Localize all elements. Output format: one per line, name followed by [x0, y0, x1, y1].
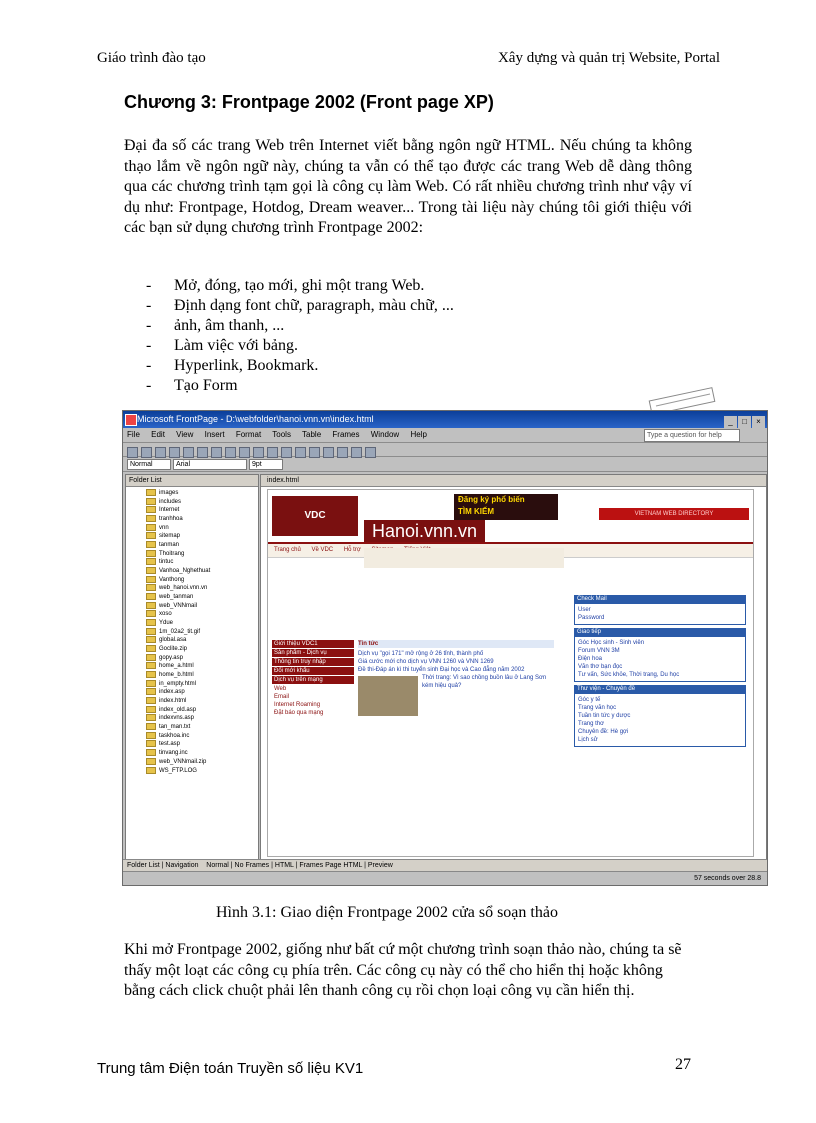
second-paragraph: Khi mở Frontpage 2002, giống như bất cứ một chương trình soạn thảo nào, chúng ta sẽ thấy một loạt các công cụ phía trên. Các công cụ này có thể cho hiển thị hoặc không bằng cách click chuột phải lên thanh công cụ rồi chọn loại công vụ cần hiển thị. [124, 941, 682, 999]
left-menu-item[interactable]: Internet Roaming [274, 702, 321, 708]
folder-tree-item[interactable]: home_b.html [146, 671, 258, 680]
directory-banner[interactable]: VIETNAM WEB DIRECTORY [599, 508, 749, 520]
list-item[interactable]: Chuyên đề: Hè gợi [578, 729, 629, 735]
list-item: - Hyperlink, Bookmark. [146, 356, 454, 376]
header-right: Xây dựng và quản trị Website, Portal [497, 50, 720, 66]
news-item[interactable]: Dịch vụ "gọi 171" mở rộng ở 26 tỉnh, thành phố [358, 651, 484, 657]
status-bar [123, 871, 767, 885]
watermark-stamp-icon [648, 384, 718, 412]
nav-support[interactable]: Hỗ trợ [343, 547, 361, 553]
folder-tree-item[interactable]: vnn [146, 524, 258, 533]
font-select[interactable]: Arial [173, 459, 247, 470]
folder-tree-item[interactable]: web_VNNmail.zip [146, 758, 258, 767]
menu-view[interactable]: View [176, 430, 194, 439]
nav-home[interactable]: Trang chủ [274, 547, 301, 553]
header-left: Giáo trình đào tạo [97, 50, 206, 66]
style-select[interactable]: Normal [127, 459, 171, 470]
folder-tree-item[interactable]: index_old.asp [146, 706, 258, 715]
news-item[interactable]: Giá cước mới cho dịch vụ VNN 1260 và VNN 1269 [358, 659, 494, 665]
figure-caption: Hình 3.1: Giao diện Frontpage 2002 cửa sổ soạn thảo [216, 904, 558, 921]
list-item[interactable]: Tư vấn, Sức khỏe, Thời trang, Du học [578, 672, 680, 678]
menu-tools[interactable]: Tools [272, 430, 291, 439]
tab-navigation[interactable]: Navigation [165, 862, 199, 869]
folder-tree-item[interactable]: sitemap [146, 532, 258, 541]
folder-tree-item[interactable]: tan_man.txt [146, 723, 258, 732]
folder-tree-item[interactable]: Thoitrang [146, 550, 258, 559]
panel-title: Folder List [126, 475, 258, 487]
size-select[interactable]: 9pt [249, 459, 283, 470]
folder-tree-item[interactable]: tintuc [146, 558, 258, 567]
folder-tree-item[interactable]: taskhoa.inc [146, 732, 258, 741]
folder-tree-item[interactable]: in_empty.html [146, 680, 258, 689]
folder-tree-item[interactable]: WS_FTP.LOG [146, 767, 258, 776]
menu-window[interactable]: Window [370, 430, 400, 439]
folder-tree-item[interactable]: gopy.asp [146, 654, 258, 663]
tab-index-html[interactable]: index.html [261, 475, 766, 487]
tab-normal[interactable]: Normal [206, 862, 229, 869]
folder-list-panel [125, 474, 259, 860]
folder-tree-item[interactable]: Vanthong [146, 576, 258, 585]
folder-tree-item[interactable]: images [146, 489, 258, 498]
tab-no-frames[interactable]: No Frames [234, 862, 270, 869]
help-search-input[interactable]: Type a question for help [644, 429, 740, 442]
right-section-title: Giao tiếp [574, 628, 746, 636]
site-domain: Hanoi.vnn.vn [364, 520, 485, 542]
folder-tree-item[interactable]: Internet [146, 506, 258, 515]
list-item[interactable]: Password [578, 615, 605, 621]
left-menu-item[interactable]: Đặt báo qua mạng [274, 710, 324, 716]
right-section-body [574, 693, 746, 747]
list-item[interactable]: Góc y tế [578, 697, 601, 703]
tab-html[interactable]: HTML [274, 862, 294, 869]
menu-help[interactable]: Help [410, 430, 427, 439]
news-photo [358, 676, 418, 716]
list-item: - Tạo Form [146, 376, 454, 396]
app-icon [125, 414, 137, 426]
left-menu-item[interactable]: Thông tin truy nhập [272, 658, 354, 666]
folder-tree-item[interactable]: web_hanoi.vnn.vn [146, 584, 258, 593]
page-number: 27 [675, 1056, 691, 1073]
window-title: Microsoft FrontPage - D:\webfolder\hanoi.vnn.vn\index.html [137, 414, 374, 424]
list-item[interactable]: Trang thơ [578, 721, 605, 727]
view-tabs-bar: Folder List | Navigation Normal | No Frames | HTML | Frames Page HTML | Preview [123, 859, 768, 872]
tab-preview[interactable]: Preview [367, 862, 393, 869]
folder-tree-item[interactable]: Goclite.zip [146, 645, 258, 654]
menu-frames[interactable]: Frames [332, 430, 360, 439]
list-item[interactable]: Forum VNN 3M [578, 648, 620, 654]
tab-folder-list[interactable]: Folder List [127, 862, 160, 869]
menu-file[interactable]: File [127, 430, 140, 439]
left-menu-item[interactable]: Web [274, 686, 287, 692]
right-section-title: Thư viện - Chuyên đề [574, 685, 746, 693]
left-menu-item[interactable]: Sản phẩm - Dịch vụ [272, 649, 354, 657]
left-menu-item[interactable]: Giới thiệu VDC1 [272, 640, 354, 648]
menu-table[interactable]: Table [302, 430, 322, 439]
folder-tree-item[interactable]: Vanhoa_Nghethuat [146, 567, 258, 576]
news-item[interactable]: Thời trang: Vì sao chồng buồn lâu ở Lang Sơn kém hiệu quả? [422, 675, 547, 689]
news-title: Tin tức [358, 640, 554, 648]
left-menu-item[interactable]: Email [274, 694, 290, 700]
folder-tree-item[interactable]: Ydue [146, 619, 258, 628]
folder-tree-item[interactable]: web_VNNmail [146, 602, 258, 611]
folder-tree-item[interactable]: web_tanman [146, 593, 258, 602]
folder-tree-item[interactable]: indexvns.asp [146, 714, 258, 723]
list-item[interactable]: Văn thơ bạn đọc [578, 664, 623, 670]
minimize-icon[interactable]: _ [724, 416, 737, 428]
left-menu-item[interactable]: Đối mới khẩu [272, 667, 354, 675]
editor-pane [260, 474, 767, 860]
folder-tree-item[interactable]: includes [146, 498, 258, 507]
folder-tree [126, 487, 258, 775]
list-item[interactable]: Lịch sử [578, 737, 598, 743]
formatting-toolbar [123, 457, 767, 472]
maximize-icon[interactable]: □ [738, 416, 751, 428]
frontpage-screenshot [122, 410, 768, 886]
folder-tree-item[interactable]: xoso [146, 610, 258, 619]
tab-frames-html[interactable]: Frames Page HTML [299, 862, 363, 869]
chapter-title: Chương 3: Frontpage 2002 (Front page XP) [124, 92, 494, 112]
right-column [574, 592, 746, 747]
menu-format[interactable]: Format [235, 430, 262, 439]
right-section-title: Check Mail [574, 595, 746, 603]
status-text: 57 seconds over 28.8 [694, 875, 761, 882]
list-item: - ảnh, âm thanh, ... [146, 316, 454, 336]
folder-tree-item[interactable]: home_a.html [146, 662, 258, 671]
list-item[interactable]: Tuần tin tức y dược [578, 713, 631, 719]
right-section-body [574, 603, 746, 625]
menu-bar [123, 428, 767, 443]
list-item[interactable]: Góc Học sinh - Sinh viên [578, 640, 645, 646]
intro-strip [364, 548, 564, 568]
feature-list [146, 276, 454, 396]
left-menu [272, 640, 354, 717]
list-item[interactable]: User [578, 607, 591, 613]
list-item[interactable]: Trang văn học [578, 705, 617, 711]
left-menu-item[interactable]: Dịch vụ trên mạng [272, 676, 354, 684]
nav-about[interactable]: Về VDC [311, 547, 334, 553]
folder-tree-item[interactable]: index.asp [146, 688, 258, 697]
vdc-logo: VDC [272, 496, 358, 536]
register-banner[interactable]: Đăng ký phổ biến TÌM KIẾM [454, 494, 558, 520]
folder-tree-item[interactable]: tinvang.inc [146, 749, 258, 758]
list-item[interactable]: Điện hoa [578, 656, 603, 662]
news-column [358, 640, 554, 718]
site-banner [268, 490, 753, 544]
intro-paragraph: Đại đa số các trang Web trên Internet viết bằng ngôn ngữ HTML. Nếu chúng ta không thạo lắm về ngôn ngữ này, chúng ta vẫn có thể tạo được các trang Web dễ dàng thông qua các chương trình tạm gọi là công cụ làm Web. Có rất nhiều chương trình như vậy ví dụ như: Frontpage, Hotdog, Dream weaver... Trong tài liệu này chúng tôi giới thiệu với các bạn sử dụng chương trình Frontpage 2002: [124, 137, 692, 236]
folder-tree-item[interactable]: index.html [146, 697, 258, 706]
list-item: - Định dạng font chữ, paragraph, màu chữ, ... [146, 296, 454, 316]
menu-insert[interactable]: Insert [204, 430, 225, 439]
folder-tree-item[interactable]: test.asp [146, 740, 258, 749]
folder-tree-item[interactable]: tranhhoa [146, 515, 258, 524]
list-item: - Làm việc với bảng. [146, 336, 454, 356]
standard-toolbar [123, 443, 767, 457]
close-icon[interactable]: × [752, 416, 765, 428]
right-section-body [574, 636, 746, 682]
window-titlebar [123, 411, 767, 428]
menu-edit[interactable]: Edit [151, 430, 165, 439]
news-item[interactable]: Đề thi-Đáp án kì thi tuyển sinh Đại học và Cao đẳng năm 2002 [358, 667, 525, 673]
footer-left: Trung tâm Điện toán Truyền số liệu KV1 [97, 1060, 364, 1077]
folder-tree-item[interactable]: 1m_02a2_tit.gif [146, 628, 258, 637]
folder-tree-item[interactable]: global.asa [146, 636, 258, 645]
list-item: - Mở, đóng, tạo mới, ghi một trang Web. [146, 276, 454, 296]
web-page-preview [267, 489, 754, 857]
folder-tree-item[interactable]: tanman [146, 541, 258, 550]
